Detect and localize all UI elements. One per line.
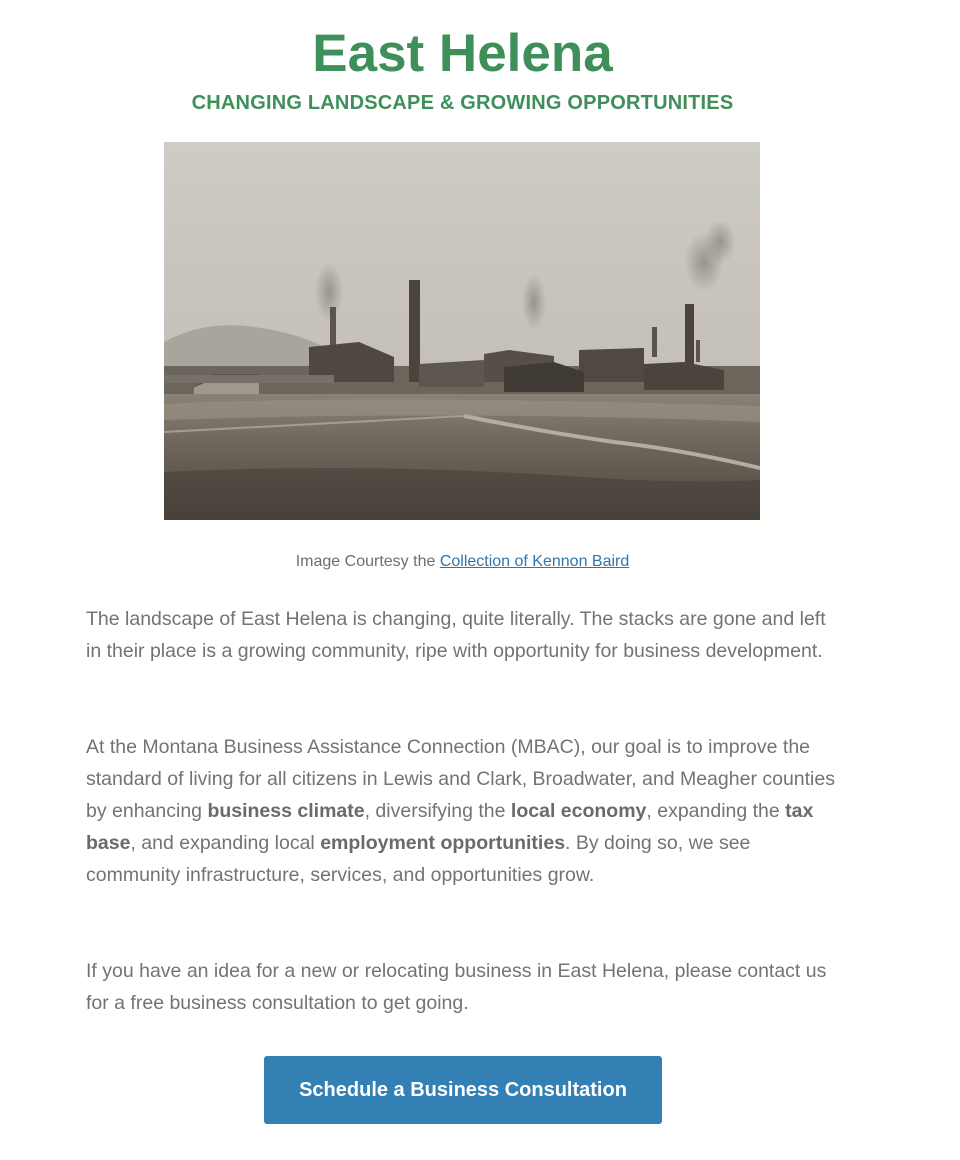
page-title: East Helena xyxy=(312,24,613,83)
goal-bold-tax-base: tax base xyxy=(86,800,814,854)
intro-paragraph: The landscape of East Helena is changing, quite literally. The stacks are gone and left in their place is a growing community, ripe with opportunity for business development. xyxy=(86,608,826,662)
page-subtitle: CHANGING LANDSCAPE & GROWING OPPORTUNITIES xyxy=(191,92,734,114)
schedule-consultation-button[interactable]: Schedule a Business Consultation xyxy=(264,1056,662,1124)
goal-bold-local-economy: local economy xyxy=(510,800,647,822)
goal-text-3: , expanding the xyxy=(646,800,786,822)
mbac-goal-paragraph xyxy=(86,731,846,891)
contact-paragraph: If you have an idea for a new or relocating business in East Helena, please contact us for a free business consultation to get going. xyxy=(86,960,827,1014)
image-credit-link[interactable]: Collection of Kennon Baird xyxy=(439,553,630,570)
goal-text-1: At the Montana Business Assistance Connection (MBAC), our goal is to improve the standard of living for all citizens in Lewis and Clark, Broadwater, and Meagher counties by enhancing xyxy=(86,736,835,822)
image-caption xyxy=(0,551,925,573)
goal-bold-employment-opportunities: employment opportunities xyxy=(320,832,566,854)
goal-text-5: . By doing so, we see community infrastructure, services, and opportunities grow. xyxy=(86,832,751,886)
goal-bold-business-climate: business climate xyxy=(207,800,365,822)
caption-prefix: Image Courtesy the xyxy=(295,553,440,570)
historic-smelter-photo xyxy=(164,142,760,520)
goal-text-2: , diversifying the xyxy=(364,800,511,822)
goal-text-4: , and expanding local xyxy=(130,832,321,854)
